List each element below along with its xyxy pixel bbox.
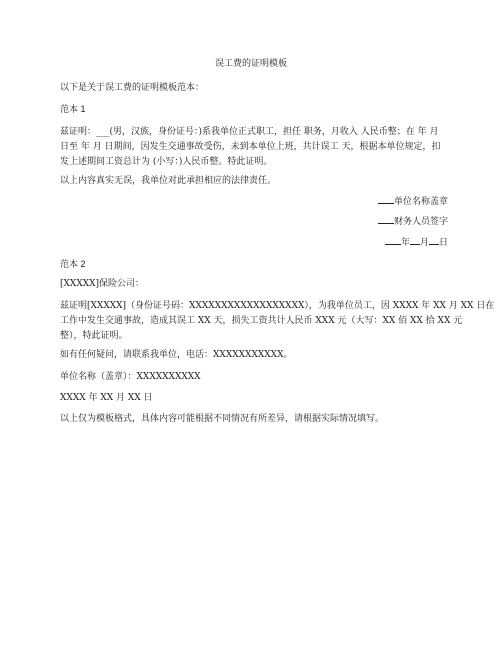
footer-note: 以上仅为模板格式，具体内容可能根据不同情况有所差异，请根据实际情况填写。 <box>60 414 385 424</box>
signature-blank <box>378 214 394 224</box>
sample2-heading: 范本 2 <box>60 259 86 269</box>
day-label: 日 <box>438 238 448 248</box>
document-title: 误工费的证明模板 <box>214 59 287 69</box>
seal-label: 单位名称盖章 <box>393 197 448 207</box>
day-blank <box>429 235 439 245</box>
year-label: 年 <box>400 238 410 248</box>
sample1-signature-line <box>378 214 448 229</box>
sample1-seal-line <box>378 194 448 209</box>
sample2-paragraph-line3: 整），特此证明。 <box>60 331 128 341</box>
month-blank <box>410 235 420 245</box>
sample2-unit-seal: 单位名称（盖章）：XXXXXXXXXX <box>60 372 201 382</box>
seal-blank <box>378 194 394 204</box>
sample2-addressee: [XXXXX]保险公司： <box>60 279 145 289</box>
sample1-paragraph-line1: 兹证明：___(男，汉族，身份证号：)系我单位正式职工，担任 职务，月收入 人民币整；在 年 月 <box>60 127 439 137</box>
sample1-date-line <box>385 235 448 250</box>
sample2-date: XXXX 年 XX 月 XX 日 <box>60 393 153 403</box>
sample1-heading: 范本 1 <box>60 104 86 114</box>
sample1-paragraph-line2: 日至 年 月 日期间，因发生交通事故受伤，未到本单位上班，共计误工 天，根据本单位规定，扣 <box>60 142 441 152</box>
sample2-paragraph-line2: 工作中发生交通事故，造成其误工 XX 天，损失工资共计人民币 XXX 元（大写：XX 佰 XX 拾 XX 元 <box>60 316 463 326</box>
signature-label: 财务人员签字 <box>393 217 448 227</box>
sample1-statement: 以上内容真实无误，我单位对此承担相应的法律责任。 <box>60 176 277 186</box>
sample2-paragraph-line1: 兹证明[XXXXX]（身份证号码：XXXXXXXXXXXXXXXXXX），为我单位员工，因 XXXX 年 XX 月 XX 日在 <box>60 301 495 311</box>
sample1-paragraph-line3: 发上述期间工资总计为 (小写：)人民币整。特此证明。 <box>60 157 273 167</box>
month-label: 月 <box>419 238 429 248</box>
sample2-contact: 如有任何疑问，请联系我单位，电话：XXXXXXXXXXX。 <box>60 350 293 360</box>
year-blank <box>385 235 401 245</box>
intro-text: 以下是关于误工费的证明模板范本： <box>60 83 205 93</box>
